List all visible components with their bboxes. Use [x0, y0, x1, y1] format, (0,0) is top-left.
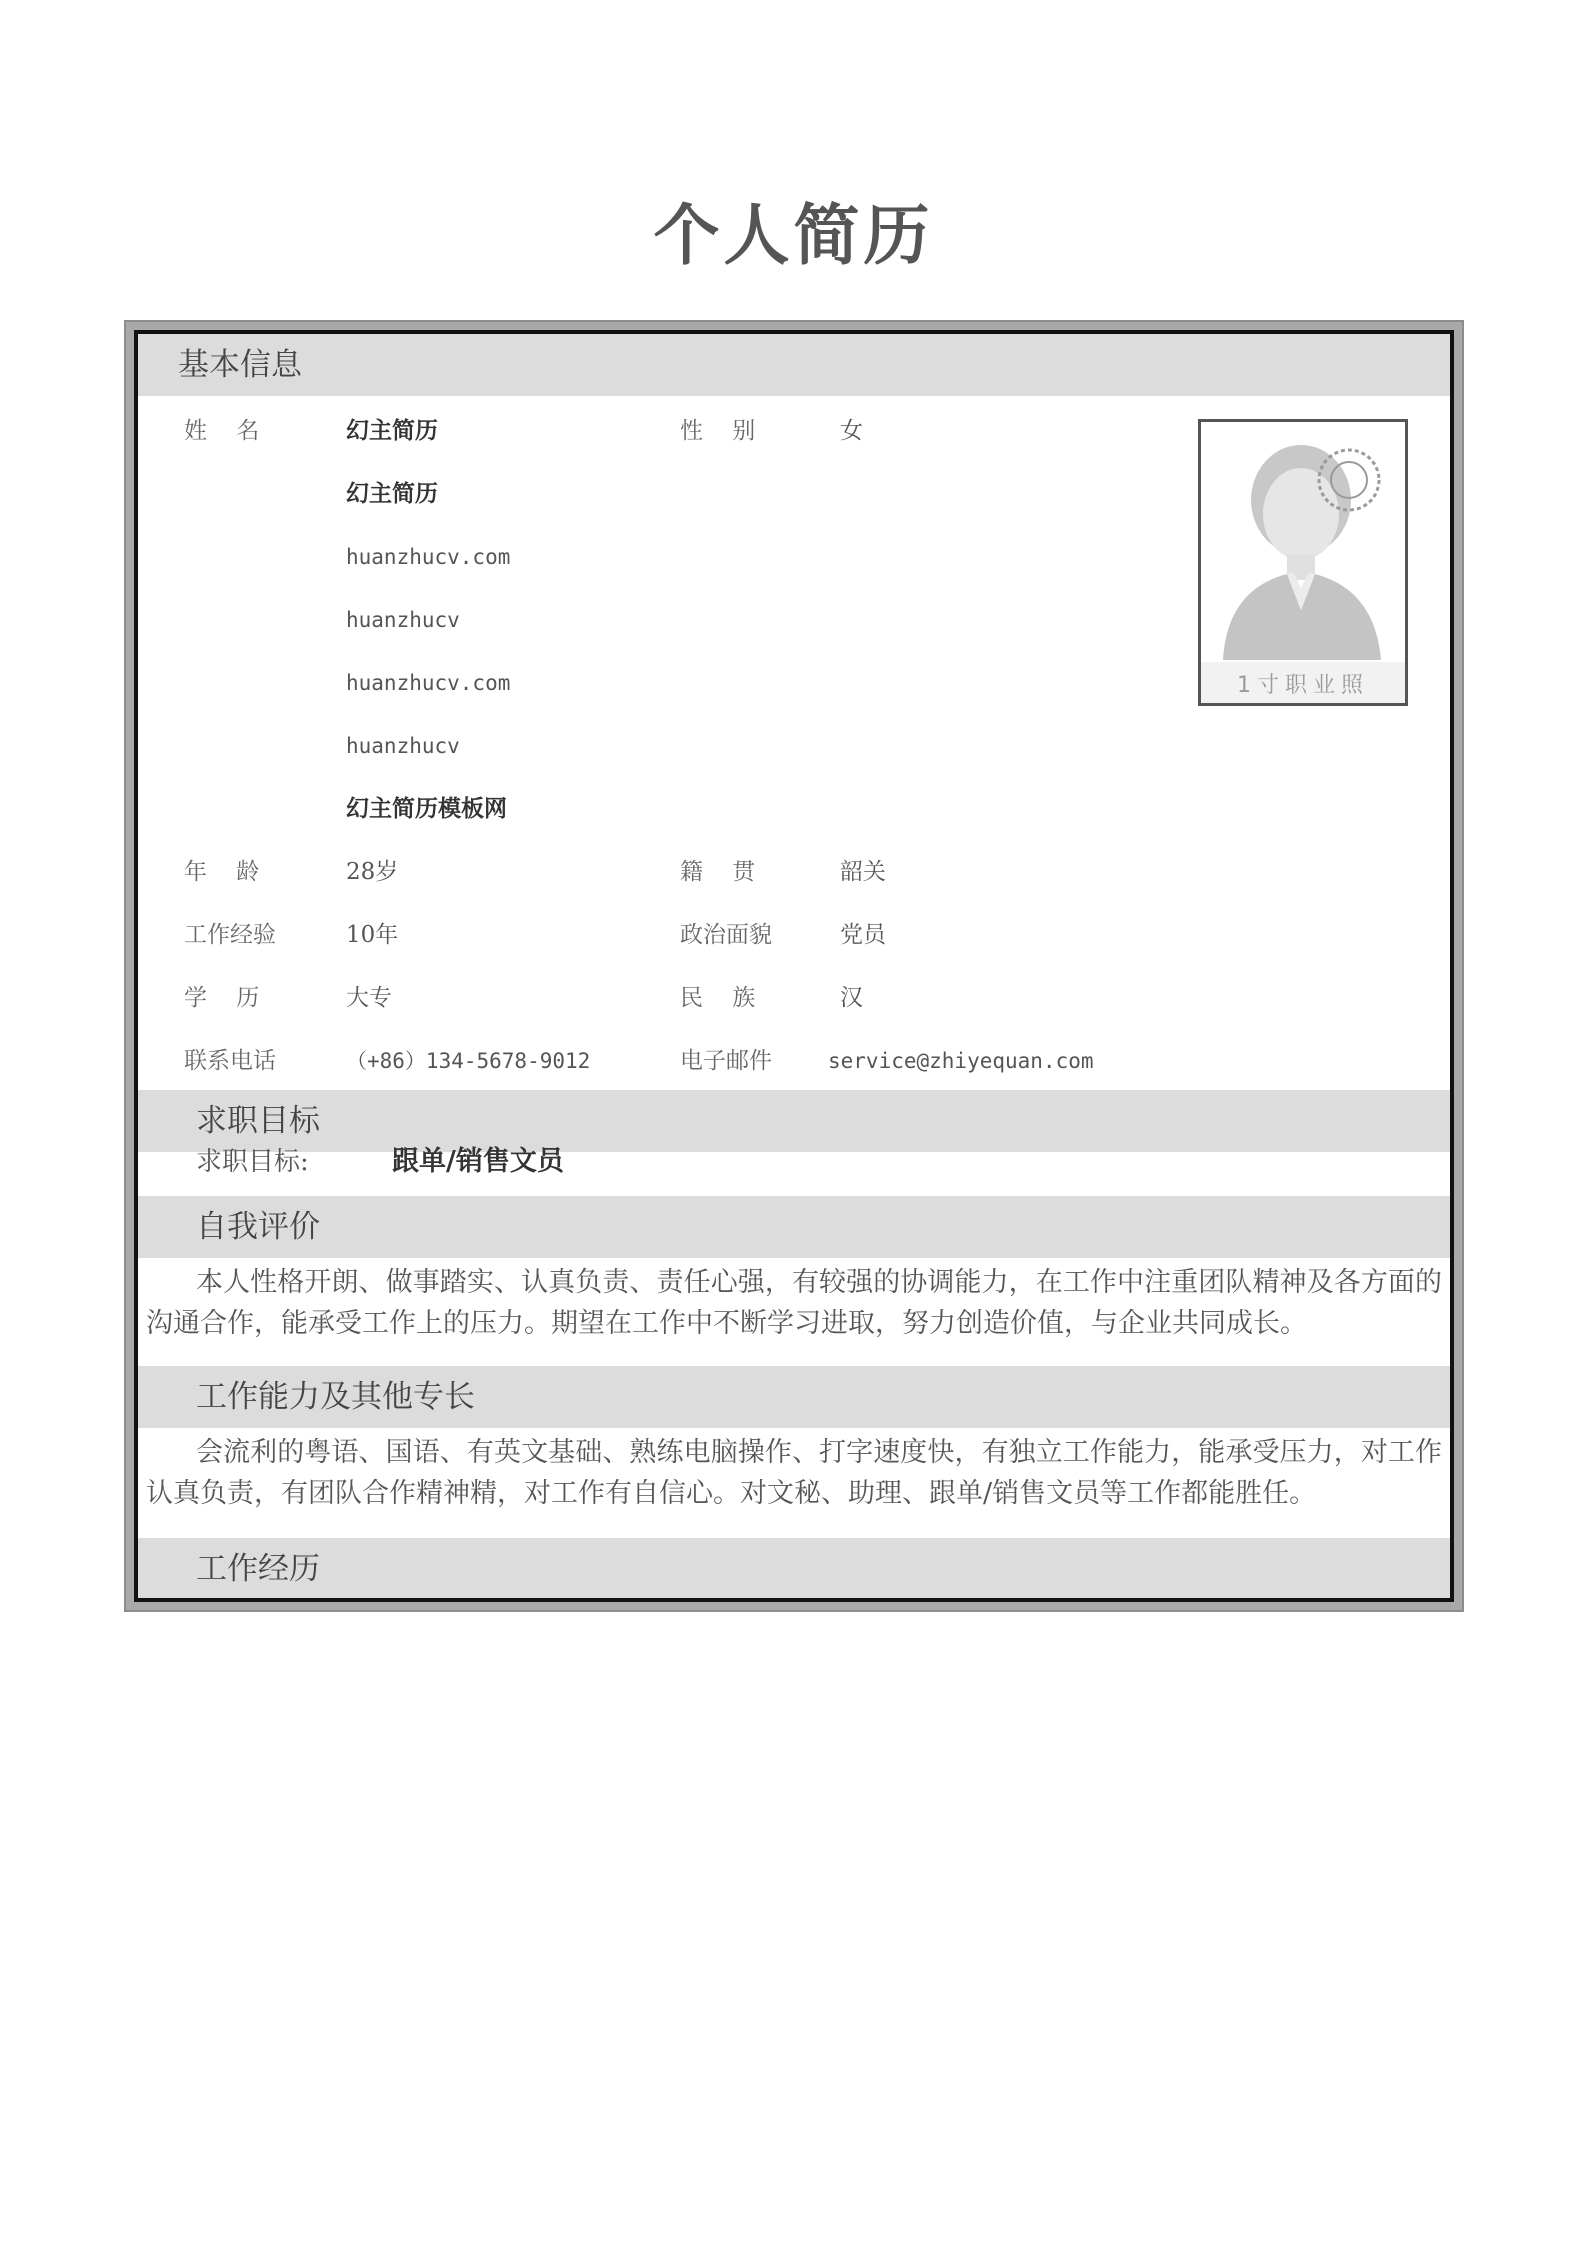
ethnicity-label: 民 族 — [680, 985, 756, 1011]
skills-text: 会流利的粤语、国语、有英文基础、熟练电脑操作、打字速度快，有独立工作能力，能承受压力，对工作认真负责，有团队合作精神精，对工作有自信心。对文秘、助理、跟单/销售文员等工作都能胜任。 — [146, 1437, 1442, 1509]
experience-title: 工作经历 — [196, 1551, 320, 1587]
basic-info-header — [138, 334, 1450, 396]
profile-photo — [1198, 419, 1408, 706]
info-line-1: 幻主简历 — [346, 480, 438, 507]
info-line-6: 幻主简历模板网 — [346, 795, 507, 822]
age-value: 28岁 — [346, 859, 399, 885]
info-line-2: huanzhucv.com — [346, 545, 511, 569]
objective-header — [138, 1090, 1450, 1152]
info-line-4: huanzhucv.com — [346, 671, 511, 695]
phone-label: 联系电话 — [184, 1048, 276, 1074]
gender-label: 性 别 — [680, 418, 756, 444]
resume-frame — [134, 330, 1454, 1602]
email-label: 电子邮件 — [680, 1048, 772, 1074]
political-status-value: 党员 — [840, 922, 886, 948]
political-status-label: 政治面貌 — [680, 922, 772, 948]
native-place-label: 籍 贯 — [680, 859, 756, 885]
info-line-3: huanzhucv — [346, 608, 460, 632]
experience-years-label: 工作经验 — [184, 922, 276, 948]
experience-years-value: 10年 — [346, 922, 399, 948]
native-place-value: 韶关 — [840, 859, 886, 885]
photo-caption: 1寸职业照 — [1237, 673, 1369, 698]
gender-value: 女 — [840, 418, 863, 444]
objective-value: 跟单/销售文员 — [392, 1146, 564, 1177]
self-evaluation-title: 自我评价 — [196, 1209, 320, 1245]
experience-header — [138, 1538, 1450, 1600]
page-title: 个人简历 — [653, 196, 934, 274]
education-label: 学 历 — [184, 985, 260, 1011]
skills-title: 工作能力及其他专长 — [196, 1379, 475, 1415]
self-evaluation-text: 本人性格开朗、做事踏实、认真负责、责任心强，有较强的协调能力，在工作中注重团队精神及各方面的沟通合作，能承受工作上的压力。期望在工作中不断学习进取，努力创造价值，与企业共同成长。 — [146, 1267, 1442, 1339]
name-label: 姓 名 — [184, 418, 260, 444]
self-evaluation-header — [138, 1196, 1450, 1258]
objective-label: 求职目标: — [196, 1147, 309, 1177]
ethnicity-value: 汉 — [840, 985, 863, 1011]
education-value: 大专 — [346, 985, 392, 1011]
avatar-icon — [1201, 422, 1405, 703]
objective-title: 求职目标 — [196, 1103, 320, 1139]
basic-info-title: 基本信息 — [178, 347, 302, 383]
age-label: 年 龄 — [184, 859, 260, 885]
email-value: service@zhiyequan.com — [828, 1049, 1094, 1073]
phone-value: （+86）134-5678-9012 — [346, 1049, 591, 1073]
name-value: 幻主简历 — [346, 417, 438, 444]
info-line-5: huanzhucv — [346, 734, 460, 758]
